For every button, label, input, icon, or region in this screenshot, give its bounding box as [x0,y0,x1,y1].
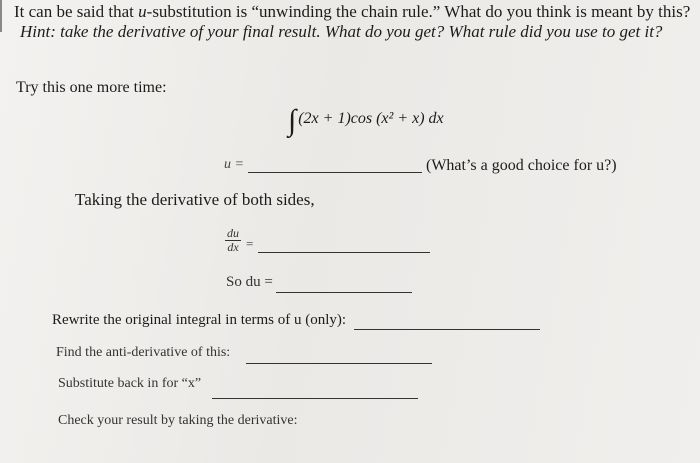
check-instruction: Check your result by taking the derivative: [58,413,298,428]
taking-derivative-text: Taking the derivative of both sides, [75,190,315,209]
find-antiderivative-instruction: Find the anti-derivative of this: [56,345,231,360]
rewrite-instruction: Rewrite the original integral in terms of u (only): [52,312,347,328]
u-hint: (What’s a good choice for u?) [426,157,617,174]
intro-line-1-var: u [138,2,147,21]
intro-hint-line [20,22,690,42]
rewrite-answer-blank[interactable] [354,329,540,330]
intro-line-1 [14,2,690,22]
so-du-label: So du = [226,274,273,290]
intro-line-1-a: It can be said that [14,2,139,21]
u-answer-blank[interactable] [248,172,422,173]
du-dx-answer-blank[interactable] [258,252,430,253]
intro-text [14,2,690,42]
integral-expression [288,104,444,138]
page-edge-rule [0,0,2,32]
integral-sign: ∫ [288,104,297,137]
find-antiderivative-answer-blank[interactable] [246,363,432,364]
du-dx-denominator: dx [227,240,239,254]
so-du-answer-blank[interactable] [276,292,412,293]
du-dx-equals: = [246,236,254,251]
substitute-answer-blank[interactable] [212,398,418,399]
try-label: Try this one more time: [16,79,167,96]
du-dx-fraction [225,227,241,254]
u-prompt: u = [224,157,244,172]
du-dx-numerator: du [227,226,239,240]
intro-line-1-b: -substitution is “unwinding the chain rule.” What do you think is meant by this? [146,2,691,21]
integrand: (2x + 1)cos (x² + x) dx [298,110,444,127]
intro-hint-text: Hint: take the derivative of your final result. What do you get? What rule did you use to get it? [20,22,663,41]
substitute-instruction: Substitute back in for “x” [58,376,202,391]
